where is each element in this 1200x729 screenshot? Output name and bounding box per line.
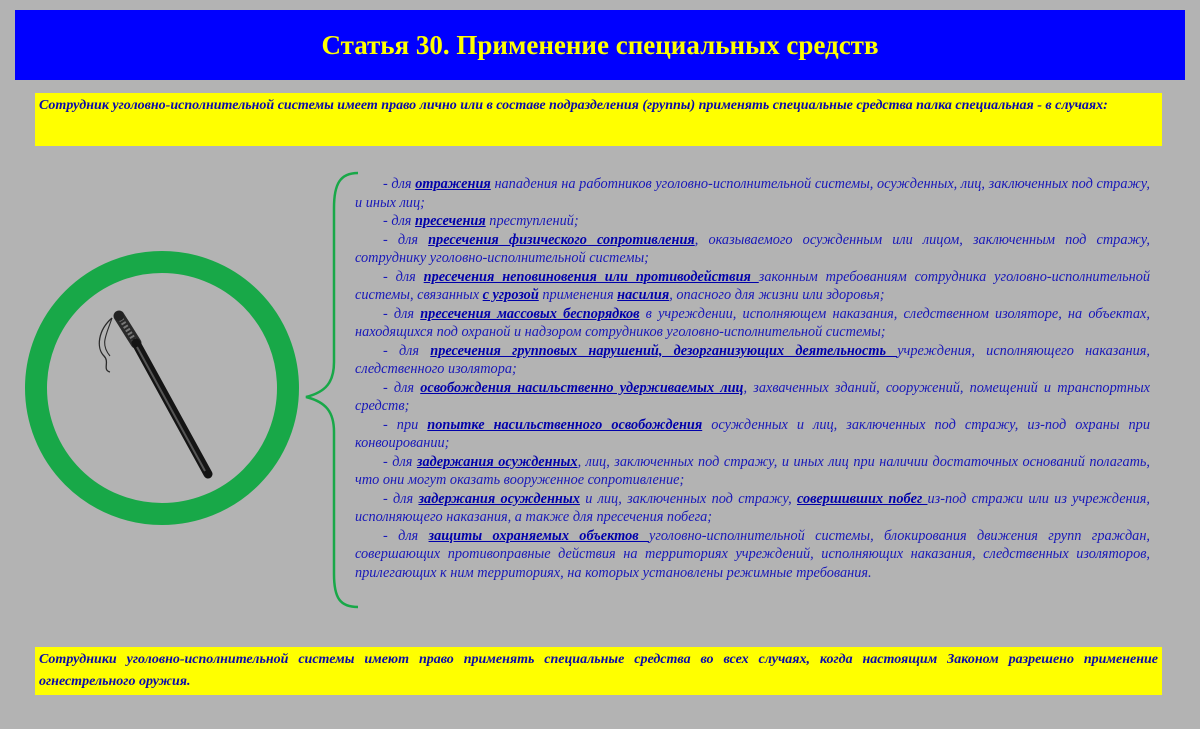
case-text: - для bbox=[383, 213, 416, 229]
case-item bbox=[355, 212, 1150, 231]
case-text: - для bbox=[383, 231, 429, 248]
case-keyword: пресечения bbox=[415, 213, 486, 229]
case-keyword: с угрозой bbox=[482, 287, 539, 303]
case-text: , лиц, заключенных под стражу, и иных лиц при наличии достаточных оснований полагать, что они могут оказать вооруженное сопротивление; bbox=[355, 453, 1150, 488]
case-text: преступлений; bbox=[485, 213, 579, 229]
case-text: , оказываемого осужденным или лицом, заключенным под стражу, сотруднику уголовно-исполнительной системы; bbox=[355, 231, 1150, 266]
case-item bbox=[355, 268, 1150, 305]
case-text: законным требованиям сотрудника уголовно-исполнительной системы, связанных bbox=[355, 268, 1151, 303]
case-text: применения bbox=[538, 287, 618, 303]
case-keyword: пресечения групповых нарушений, дезорганизующих деятельность bbox=[430, 342, 898, 359]
case-item bbox=[355, 175, 1150, 212]
case-text: - для bbox=[383, 490, 419, 507]
case-keyword: пресечения физического сопротивления bbox=[428, 231, 695, 248]
case-item bbox=[355, 453, 1150, 490]
case-text: - при bbox=[383, 416, 428, 433]
case-keyword: задержания осужденных bbox=[418, 490, 580, 507]
case-text: - для bbox=[383, 379, 421, 396]
case-text: - для bbox=[383, 342, 431, 359]
case-keyword: пресечения неповиновения или противодействия bbox=[423, 268, 759, 285]
page-title: Статья 30. Применение специальных средств bbox=[321, 29, 879, 60]
case-item bbox=[355, 231, 1150, 268]
case-text: нападения на работников уголовно-исполнительной системы, осужденных, лиц, заключенных под стражу, и иных лиц; bbox=[355, 176, 1150, 211]
cases-list bbox=[355, 175, 1150, 582]
case-item bbox=[355, 416, 1150, 453]
case-text: и лиц, заключенных под стражу, bbox=[579, 490, 797, 507]
outro-note: Сотрудники уголовно-исполнительной системы имеют право применять специальные средства во всех случаях, когда настоящим Законом разрешено применение огнестрельного оружия. bbox=[35, 647, 1162, 695]
case-item bbox=[355, 527, 1150, 583]
case-keyword: совершивших побег bbox=[796, 490, 928, 507]
case-item bbox=[355, 305, 1150, 342]
cases-brace bbox=[300, 170, 360, 610]
case-text: - для bbox=[383, 176, 416, 192]
case-text: , опасного для жизни или здоровья; bbox=[669, 287, 885, 303]
baton-frame-ring bbox=[25, 251, 299, 525]
case-text: из-под стражи или из учреждения, исполняющего наказания, а также для пресечения побега; bbox=[355, 490, 1150, 525]
case-text: учреждения, исполняющего наказания, следственного изолятора; bbox=[355, 342, 1150, 377]
case-keyword: пресечения массовых беспорядков bbox=[420, 305, 640, 322]
case-keyword: попытке насильственного освобождения bbox=[427, 416, 703, 433]
case-text: - для bbox=[383, 305, 421, 322]
case-keyword: защиты охраняемых объектов bbox=[428, 527, 649, 544]
case-item bbox=[355, 490, 1150, 527]
case-keyword: освобождения насильственно удерживаемых лиц bbox=[420, 379, 744, 396]
case-item bbox=[355, 342, 1150, 379]
case-keyword: задержания осужденных bbox=[416, 453, 578, 470]
intro-note: Сотрудник уголовно-исполнительной системы имеет право лично или в составе подразделения (группы) применять специальные средства палка специальная - в случаях: bbox=[35, 93, 1162, 146]
case-text: в учреждении, исполняющем наказания, следственном изоляторе, на объектах, находящихся под охраной и надзором сотрудников уголовно-исполнительной системы; bbox=[355, 305, 1150, 340]
case-item bbox=[355, 379, 1150, 416]
case-keyword: насилия bbox=[617, 287, 670, 303]
case-text: - для bbox=[383, 268, 424, 285]
case-text: , захваченных зданий, сооружений, помещений и транспортных средств; bbox=[355, 379, 1150, 414]
title-banner bbox=[15, 10, 1185, 80]
case-text: уголовно-исполнительной системы, блокирования движения групп граждан, совершающих противоправные действия на территориях учреждений, исполняющих наказания, следственных изоляторов, прилегающих к ним территориях, на которых установлены режимные требования. bbox=[355, 527, 1150, 581]
case-keyword: отражения bbox=[415, 176, 491, 192]
case-text: - для bbox=[383, 527, 429, 544]
case-text: осужденных и лиц, заключенных под стражу, из-под охраны при конвоировании; bbox=[355, 416, 1150, 451]
case-text: - для bbox=[383, 453, 417, 470]
